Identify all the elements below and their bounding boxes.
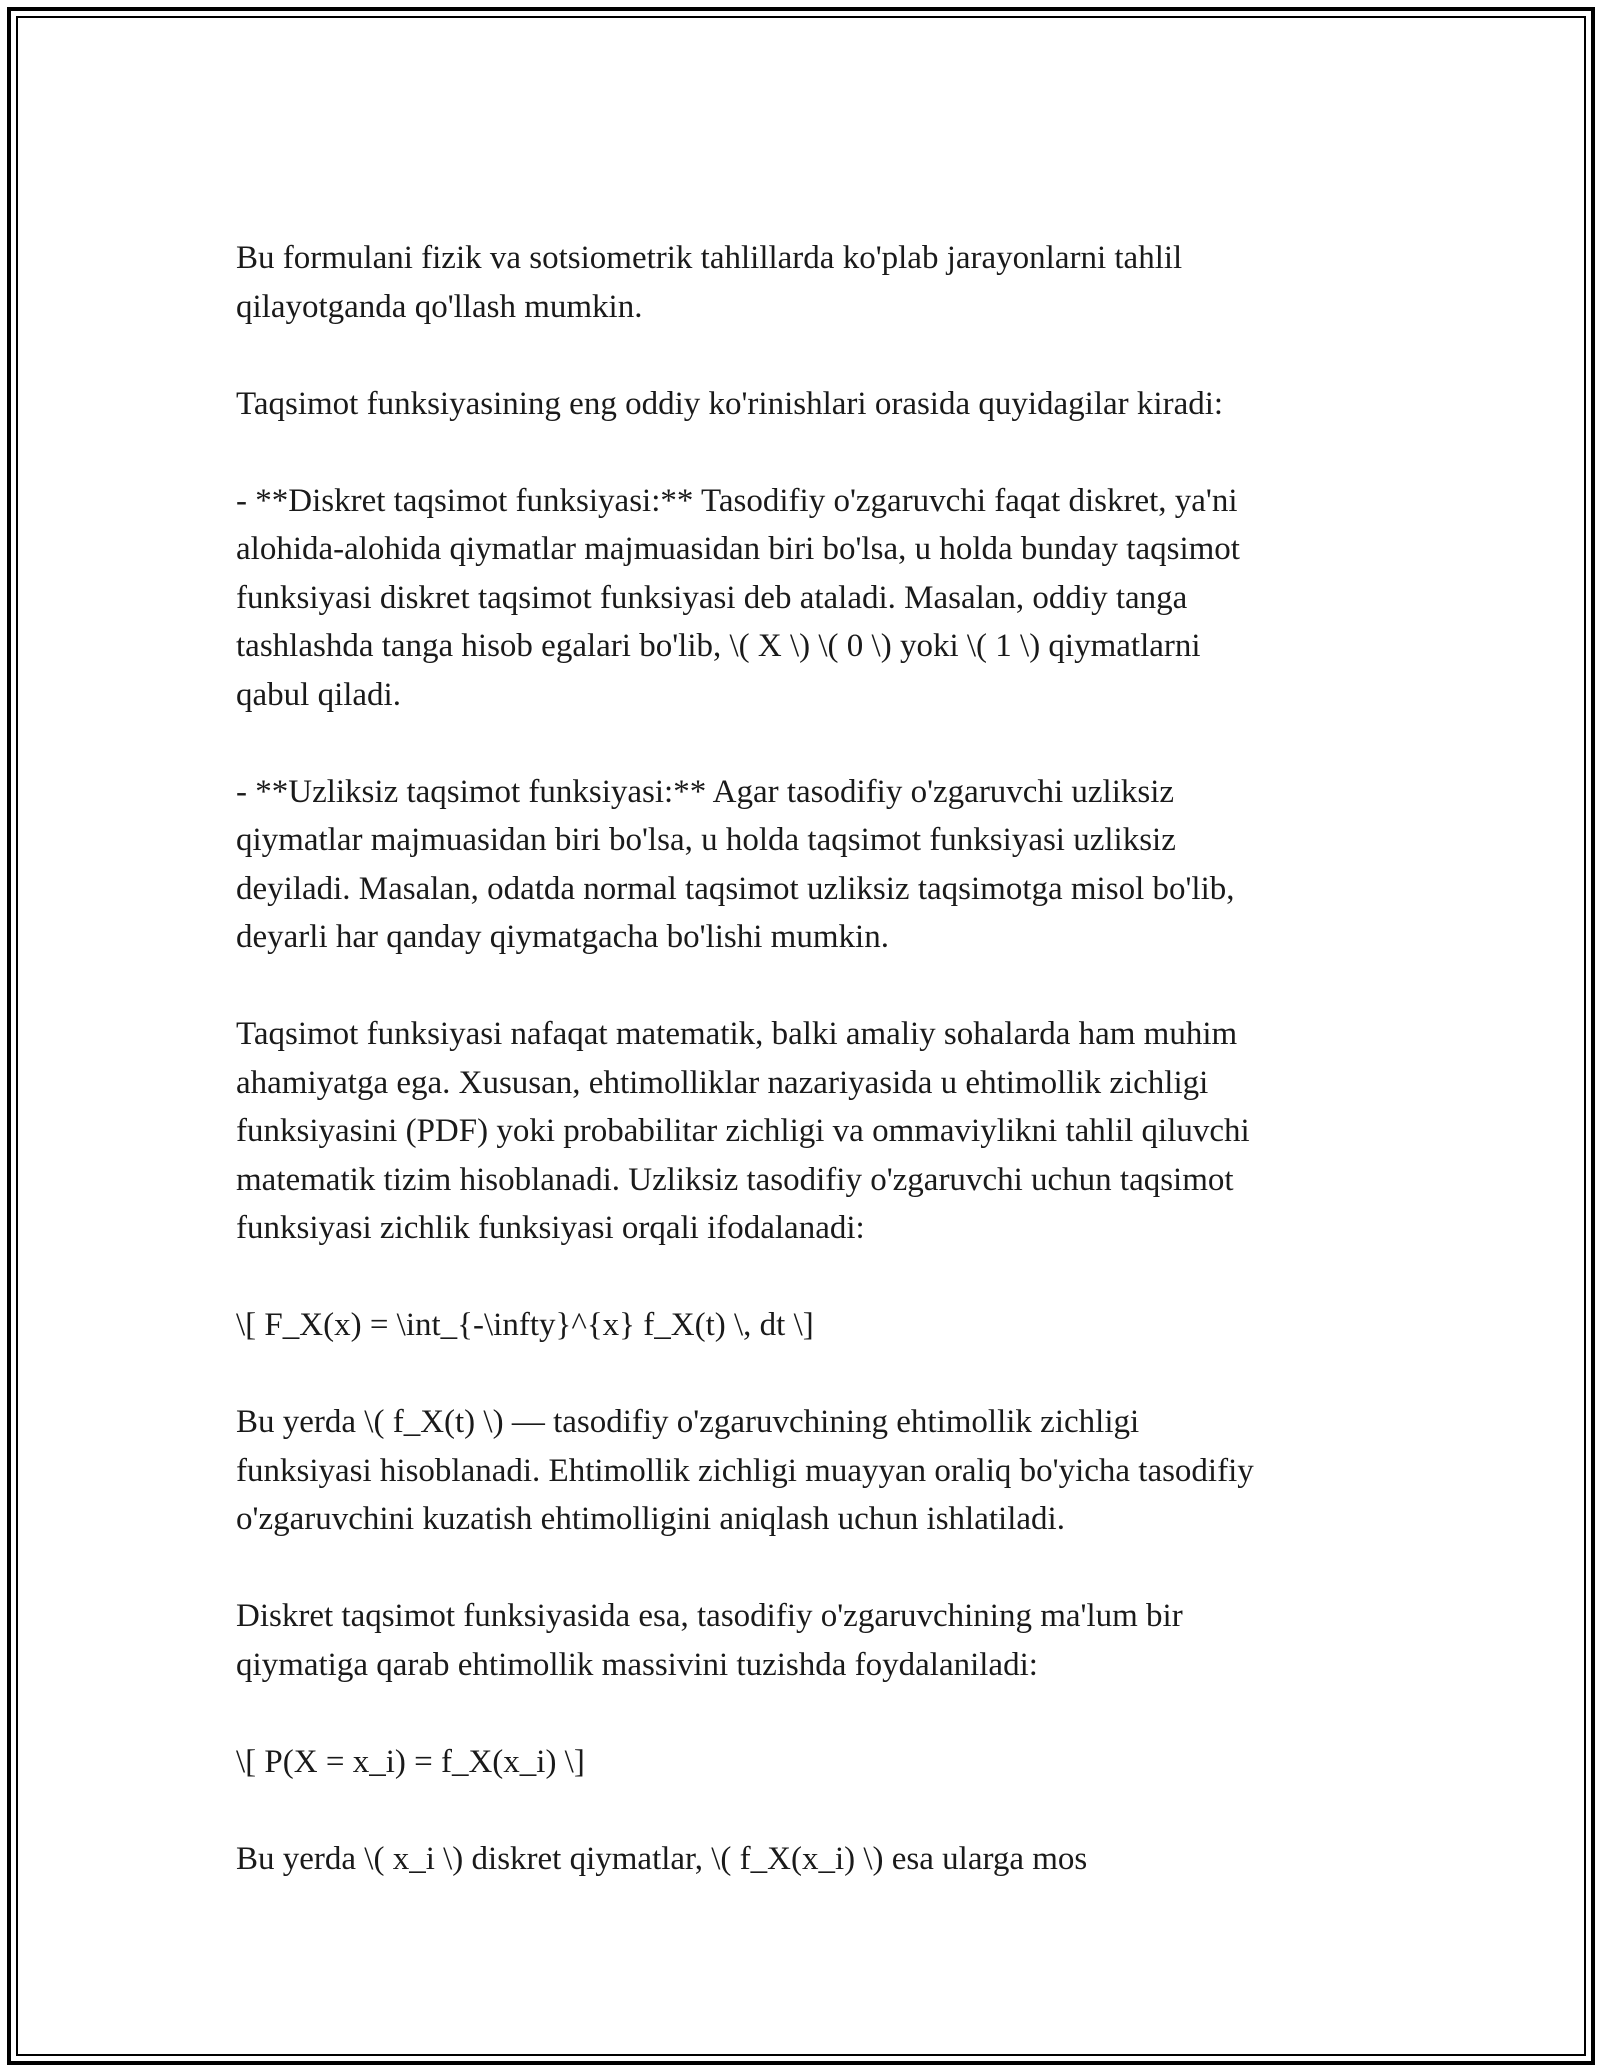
paragraph-practical-importance: Taqsimot funksiyasi nafaqat matematik, balki amaliy sohalarda ham muhim ahamiyatga ega. Xususan, ehtimolliklar nazariyasida u ehtimollik zichligi funksiyasini (PDF) yoki probabilitar zichligi va ommaviylikni tahlil qiluvchi matematik tizim hisoblanadi. Uzliksiz tasodifiy o'zgaruvchi uchun taqsimot funksiyasi zichlik funksiyasi orqali ifodalanadi:: [236, 1016, 1250, 1246]
formula-cdf-integral: \[ F_X(x) = \int_{-\infty}^{x} f_X(t) \, dt \]: [236, 1307, 814, 1343]
list-item-continuous-distribution: - **Uzliksiz taqsimot funksiyasi:** Agar tasodifiy o'zgaruvchi uzliksiz qiymatlar majmuasidan biri bo'lsa, u holda taqsimot funksiyasi uzliksiz deyiladi. Masalan, odatda normal taqsimot uzliksiz taqsimotga misol bo'lib, deyarli har qanday qiymatgacha bo'lishi mumkin.: [236, 773, 1235, 955]
paragraph-discrete-values: Bu yerda \( x_i \) diskret qiymatlar, \( f_X(x_i) \) esa ularga mos: [236, 1840, 1088, 1877]
list-item-discrete-distribution: - **Diskret taqsimot funksiyasi:** Tasodifiy o'zgaruvchi faqat diskret, ya'ni alohida-alohida qiymatlar majmuasidan biri bo'lsa, u holda bunday taqsimot funksiyasi diskret taqsimot funksiyasi deb ataladi. Masalan, oddiy tanga tashlashda tanga hisob egalari bo'lib, \( X \) \( 0 \) yoki \( 1 \) qiymatlarni qabul qiladi.: [236, 482, 1240, 713]
paragraph-density-explanation: Bu yerda \( f_X(t) \) — tasodifiy o'zgaruvchining ehtimollik zichligi funksiyasi hisoblanadi. Ehtimollik zichligi muayyan oraliq bo'yicha tasodifiy o'zgaruvchini kuzatish ehtimolligini aniqlash uchun ishlatiladi.: [236, 1404, 1254, 1537]
document-body: [236, 234, 1376, 1883]
paragraph-formula-usage: Bu formulani fizik va sotsiometrik tahlillarda ko'plab jarayonlarni tahlil qilayotganda qo'llash mumkin.: [236, 240, 1183, 325]
formula-pmf: \[ P(X = x_i) = f_X(x_i) \]: [236, 1743, 585, 1780]
paragraph-simple-forms-intro: Taqsimot funksiyasining eng oddiy ko'rinishlari orasida quyidagilar kiradi:: [236, 385, 1224, 422]
paragraph-discrete-mass: Diskret taqsimot funksiyasida esa, tasodifiy o'zgaruvchining ma'lum bir qiymatiga qarab ehtimollik massivini tuzishda foydalaniladi:: [236, 1598, 1183, 1683]
